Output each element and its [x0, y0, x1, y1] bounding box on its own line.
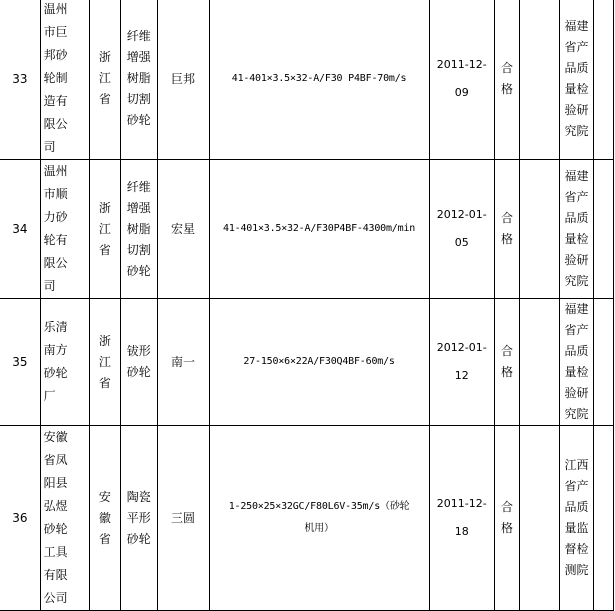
product-name-line: 增强: [126, 200, 151, 215]
inspection-result-line: 合: [501, 500, 514, 514]
inspection-org: [560, 299, 594, 426]
specification: [209, 299, 429, 426]
inspection-result-line: 合: [501, 211, 514, 225]
company-name-line: 工具: [43, 545, 68, 559]
brand: 三圆: [157, 426, 209, 611]
product-name-line: 切割: [126, 92, 151, 106]
inspection-result-line: 格: [501, 232, 514, 246]
inspection-result-line: 合: [501, 60, 514, 75]
empty-cell: [593, 160, 613, 299]
province-line: 省: [98, 242, 111, 257]
company-name-line: 限公: [43, 117, 68, 131]
row-number: 36: [0, 426, 40, 611]
inspection-org: [560, 160, 594, 299]
specification: [209, 160, 429, 299]
production-date: [429, 426, 494, 611]
inspection-org-line: 究院: [564, 274, 589, 288]
specification-line: 41-401×3.5×32-A/F30 P4BF-70m/s: [231, 72, 407, 84]
product-name: [120, 160, 157, 299]
company-name: [40, 160, 89, 299]
inspection-org-line: 品质: [564, 60, 589, 75]
product-name-line: 陶瓷: [126, 489, 151, 504]
product-name-line: 平形: [126, 510, 151, 525]
brand: 南一: [157, 299, 209, 426]
product-name: [120, 426, 157, 611]
product-name-line: 砂轮: [126, 531, 151, 546]
empty-cell: [520, 299, 560, 426]
province-line: 徽: [98, 510, 111, 525]
company-name: [40, 299, 89, 426]
inspection-org-line: 验研: [564, 102, 589, 117]
inspection-org-line: 省产: [564, 479, 589, 493]
company-name-line: 省凤: [43, 453, 68, 467]
table-row: [0, 426, 614, 611]
production-date-line: 05: [454, 236, 469, 249]
company-name-line: 市巨: [43, 25, 68, 39]
company-name-line: 公司: [43, 591, 68, 605]
product-name: [120, 299, 157, 426]
province: [89, 299, 120, 426]
production-date-line: 09: [454, 85, 469, 99]
company-name-line: 市顺: [43, 187, 68, 201]
inspection-org-line: 江西: [564, 458, 589, 472]
specification-line: 1-250×25×32GC/F80L6V-35m/s（砂轮: [228, 501, 410, 512]
empty-cell: [520, 0, 560, 160]
inspection-org-line: 品质: [564, 500, 589, 514]
province: [89, 0, 120, 160]
production-date: [429, 0, 494, 160]
company-name-line: 安徽: [43, 430, 68, 444]
province-line: 浙: [98, 200, 111, 215]
production-date: [429, 160, 494, 299]
empty-cell: [593, 299, 613, 426]
inspection-result: [494, 426, 519, 611]
company-name: [40, 426, 89, 611]
production-date-line: 2011-12-: [436, 57, 487, 71]
inspection-result: [494, 299, 519, 426]
company-name-line: 司: [43, 279, 56, 293]
product-name-line: 增强: [126, 50, 151, 64]
inspection-org-line: 福建: [564, 302, 589, 316]
inspection-org: [560, 426, 594, 611]
product-name-line: 钹形: [126, 344, 151, 358]
inspection-org-line: 督检: [564, 542, 589, 556]
table-row: [0, 0, 614, 160]
production-date-line: 2011-12-: [436, 497, 487, 510]
province-line: 江: [98, 71, 111, 85]
company-name-line: 南方: [43, 343, 68, 357]
row-number: 34: [0, 160, 40, 299]
company-name-line: 温州: [43, 164, 68, 178]
company-name-line: 司: [43, 140, 56, 154]
province-line: 浙: [98, 50, 111, 64]
company-name-line: 力砂: [43, 210, 68, 224]
inspection-org-line: 究院: [564, 407, 589, 421]
company-name-line: 造有: [43, 94, 68, 108]
company-name-line: 砂轮: [43, 366, 68, 380]
province-line: 浙: [98, 333, 111, 348]
inspection-org-line: 省产: [564, 323, 589, 337]
company-name-line: 砂轮: [43, 522, 68, 536]
brand: 宏星: [157, 160, 209, 299]
company-name-line: 有限: [43, 568, 68, 582]
company-name-line: 轮制: [43, 71, 68, 85]
inspection-org-line: 省产: [564, 39, 589, 54]
production-date: [429, 299, 494, 426]
brand: 巨邦: [157, 0, 209, 160]
inspection-org-line: 福建: [564, 169, 589, 183]
table-row: [0, 160, 614, 299]
specification: [209, 0, 429, 160]
row-number: 35: [0, 299, 40, 426]
inspection-org-line: 品质: [564, 344, 589, 358]
inspection-org-line: 量监: [564, 521, 589, 535]
inspection-org-line: 量检: [564, 232, 589, 246]
inspection-org-line: 品质: [564, 211, 589, 225]
product-name-line: 砂轮: [126, 263, 151, 278]
inspection-result: [494, 0, 519, 160]
inspection-org-line: 究院: [564, 123, 589, 138]
specification-line: 41-401×3.5×32-A/F30P4BF-4300m/min: [223, 223, 416, 234]
specification-line: 机用）: [304, 523, 334, 534]
inspection-org-line: 省产: [564, 190, 589, 204]
inspection-org-line: 量检: [564, 365, 589, 379]
inspection-org: [560, 0, 594, 160]
production-date-line: 2012-01-: [436, 208, 487, 221]
production-date-line: 12: [454, 369, 469, 382]
row-number: 33: [0, 0, 40, 160]
company-name-line: 阳县: [43, 476, 68, 490]
province-line: 省: [98, 531, 111, 546]
company-name: [40, 0, 89, 160]
company-name-line: 乐清: [43, 320, 68, 334]
province-line: 省: [98, 375, 111, 390]
inspection-result-line: 格: [501, 521, 514, 535]
province-line: 安: [98, 489, 111, 504]
production-date-line: 2012-01-: [436, 341, 487, 354]
province: [89, 426, 120, 611]
inspection-result-line: 格: [501, 365, 514, 379]
table-row: [0, 299, 614, 426]
product-name: [120, 0, 157, 160]
inspection-result: [494, 160, 519, 299]
inspection-result-line: 格: [501, 81, 514, 96]
province-line: 江: [98, 221, 111, 236]
inspection-org-line: 验研: [564, 253, 589, 267]
company-name-line: 温州: [43, 2, 68, 16]
company-name-line: 轮有: [43, 233, 68, 247]
province-line: 江: [98, 354, 111, 369]
product-name-line: 纤维: [126, 179, 151, 194]
product-name-line: 砂轮: [126, 365, 151, 379]
specification-line: 27-150×6×22A/F30Q4BF-60m/s: [243, 356, 395, 367]
company-name-line: 限公: [43, 256, 68, 270]
province: [89, 160, 120, 299]
empty-cell: [593, 426, 613, 611]
empty-cell: [520, 426, 560, 611]
company-name-line: 厂: [43, 389, 56, 403]
company-name-line: 邦砂: [43, 48, 68, 62]
empty-cell: [593, 0, 613, 160]
production-date-line: 18: [454, 525, 469, 538]
inspection-org-line: 测院: [564, 563, 589, 577]
product-name-line: 树脂: [126, 71, 151, 85]
empty-cell: [520, 160, 560, 299]
product-name-line: 纤维: [126, 29, 151, 43]
product-name-line: 切割: [126, 242, 151, 257]
product-name-line: 砂轮: [126, 113, 151, 127]
province-line: 省: [98, 92, 111, 106]
inspection-org-line: 量检: [564, 81, 589, 96]
product-name-line: 树脂: [126, 221, 151, 236]
company-name-line: 弘煜: [43, 499, 68, 513]
inspection-org-line: 福建: [564, 18, 589, 33]
inspection-org-line: 验研: [564, 386, 589, 400]
specification: [209, 426, 429, 611]
inspection-result-line: 合: [501, 344, 514, 358]
